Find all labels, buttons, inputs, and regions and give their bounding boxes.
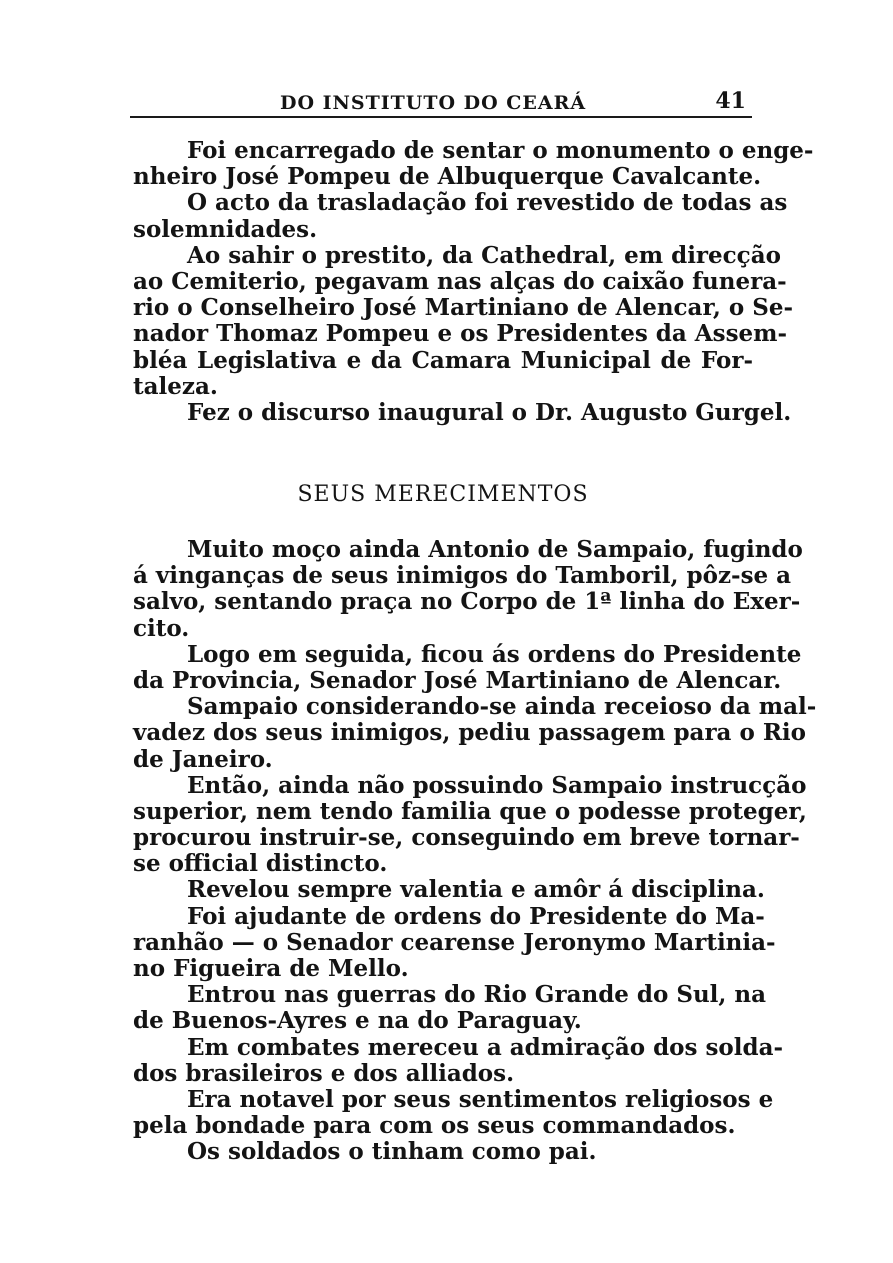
page-number: 41 [715,88,746,114]
paragraph [133,1139,753,1165]
text-line: Era notavel por seus sentimentos religiosos e [187,1085,774,1113]
text-line: cito. [133,614,190,642]
text-line: ao Cemiterio, pegavam nas alças do caixão funera- [133,267,787,295]
paragraph [133,876,765,904]
paragraph [133,241,794,400]
text-line: rio o Conselheiro José Martiniano de Alencar, o Se- [133,294,794,322]
text-line: O acto da trasladação foi revestido de todas as [187,189,788,217]
paragraph [133,902,776,983]
text-line: pela bondade para com os seus commandados. [133,1112,736,1140]
text-line: Sampaio considerando-se ainda receioso da mal- [187,693,817,721]
text-line: dos brasileiros e dos alliados. [133,1059,515,1087]
text-line: taleza. [133,372,218,400]
body-text-top [133,137,814,426]
paragraph [133,771,807,878]
paragraph [133,398,792,426]
text-line: nador Thomaz Pompeu e os Presidentes da Assem- [133,320,788,348]
running-title: DO INSTITUTO DO CEARÁ [280,92,587,114]
text-line: vadez dos seus inimigos, pediu passagem para o Rio [133,719,807,747]
text-line: superior, nem tendo familia que o podesse proteger, [133,797,807,825]
text-line: Os soldados o tinham como pai. [187,1138,597,1166]
text-line: de Janeiro. [133,745,273,773]
body-text-bottom [133,536,817,1166]
paragraph [133,137,814,191]
text-line: Em combates mereceu a admiração dos solda- [187,1033,784,1061]
paragraph [133,1085,774,1140]
text-line: no Figueira de Mello. [133,955,409,982]
text-line: Revelou sempre valentia e amôr á disciplina. [187,876,765,904]
text-line: Foi ajudante de ordens do Presidente do Ma- [187,902,765,930]
section-heading: SEUS MERECIMENTOS [297,482,589,507]
running-head [130,86,752,118]
text-line: da Provincia, Senador José Martiniano de Alencar. [133,666,782,694]
text-line: Fez o discurso inaugural o Dr. Augusto Gurgel. [187,398,792,426]
text-line: se official distincto. [133,850,388,878]
text-line: nheiro José Pompeu de Albuquerque Cavalcante. [133,163,762,191]
text-line: Então, ainda não possuindo Sampaio instrucção [187,771,807,799]
text-line: Ao sahir o prestito, da Cathedral, em direcção [187,241,781,269]
text-line: ranhão — o Senador cearense Jeronymo Martinia- [133,928,776,956]
text-line: solemnidades. [133,215,318,243]
text-line: á vinganças de seus inimigos do Tamboril, pôz-se a [133,562,792,590]
paragraph [133,693,817,773]
paragraph [133,981,767,1035]
text-line: procurou instruir-se, conseguindo em breve tornar- [133,824,800,852]
paragraph [133,640,802,694]
paragraph [133,536,803,642]
text-line: bléa Legislativa e da Camara Municipal de For- [133,346,753,374]
paragraph [133,1033,784,1087]
text-line: Entrou nas guerras do Rio Grande do Sul, na [187,981,767,1009]
text-line: Logo em seguida, ficou ás ordens do Presidente [187,640,802,668]
text-line: Foi encarregado de sentar o monumento o enge- [187,137,814,164]
paragraph [133,189,788,243]
text-line: salvo, sentando praça no Corpo de 1ª linha do Exer- [133,588,801,616]
text-line: Muito moço ainda Antonio de Sampaio, fugindo [187,536,803,563]
text-line: de Buenos-Ayres e na do Paraguay. [133,1007,582,1035]
